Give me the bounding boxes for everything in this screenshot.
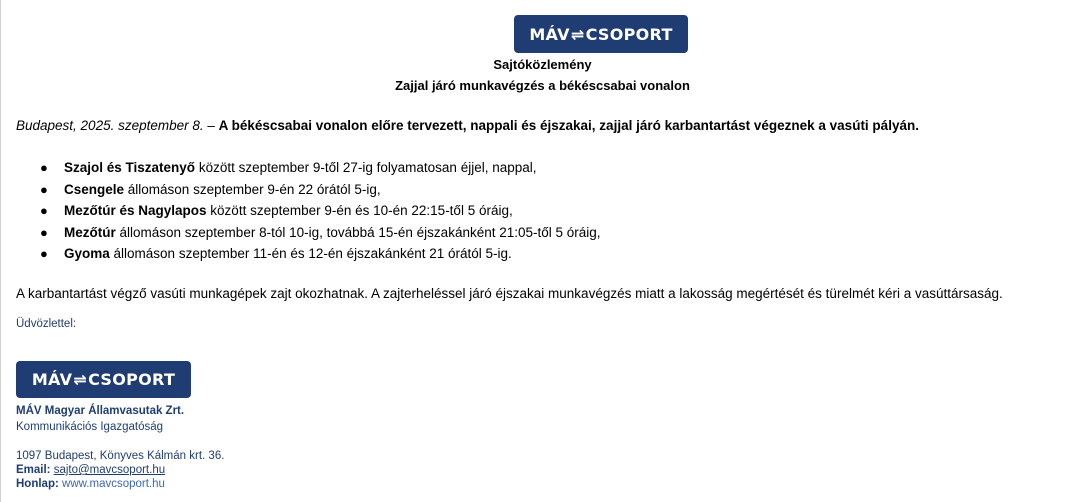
bullet-icon: ●: [40, 181, 48, 197]
logo-left-text: MÁV: [529, 24, 570, 44]
logo-right-text: CSOPORT: [88, 370, 176, 389]
list-item: [40, 203, 601, 225]
list-item-location: Szajol és Tiszatenyő: [64, 160, 196, 175]
list-item: [40, 224, 601, 247]
intro-paragraph: [16, 118, 919, 133]
list-item-text: állomáson szeptember 8-tól 10-ig, továbbá 15-én éjszakánként 21:05-től 5 óráig,: [115, 224, 601, 240]
web-label: Honlap:: [16, 478, 59, 490]
signature-department: Kommunikációs Igazgatóság: [16, 421, 164, 433]
logo-mark-icon: ⇌: [73, 370, 88, 389]
mav-csoport-logo: [514, 15, 688, 53]
bullet-icon: ●: [40, 224, 48, 240]
bullet-icon: ●: [40, 246, 48, 261]
email-link[interactable]: sajto@mavcsoport.hu: [53, 464, 166, 476]
left-border: [0, 0, 1, 502]
list-item-location: Csengele: [64, 181, 125, 197]
press-release-subtitle: Zajjal járó munkavégzés a békéscsabai vonalon: [395, 78, 690, 93]
greeting: Üdvözlettel:: [16, 318, 77, 330]
list-item: [40, 181, 601, 204]
logo-mark-icon: ⇌: [570, 24, 585, 44]
list-item: [40, 246, 601, 268]
body-paragraph: A karbantartást végző vasúti munkagépek zajt okozhatnak. A zajterheléssel járó éjszakai munkavégzés miatt a lakosság megértését és türelmét kéri a vasúttársaság.: [16, 286, 1003, 301]
dateline: Budapest, 2025. szeptember 8.: [16, 118, 204, 133]
signature-address: 1097 Budapest, Könyves Kálmán krt. 36.: [16, 450, 225, 462]
list-item-text: állomáson szeptember 11-én és 12-én éjszakánként 21 órától 5-ig.: [109, 246, 512, 261]
signature-email-row: [16, 464, 165, 476]
work-list: [16, 160, 601, 268]
signature-logo: [16, 361, 191, 398]
press-release-title: Sajtóközlemény: [493, 57, 592, 72]
list-item-text: között szeptember 9-én és 10-én 22:15-től 5 óráig,: [206, 203, 513, 218]
dateline-dash: –: [203, 118, 219, 133]
email-label: Email:: [16, 464, 51, 476]
signature-company: MÁV Magyar Államvasutak Zrt.: [16, 405, 185, 417]
website-link[interactable]: www.mavcsoport.hu: [62, 478, 165, 490]
bullet-icon: ●: [40, 203, 48, 218]
logo-left-text: MÁV: [31, 370, 73, 389]
signature-web-row: [16, 478, 165, 490]
list-item-location: Gyoma: [64, 246, 110, 261]
list-item-text: állomáson szeptember 9-én 22 órától 5-ig,: [124, 181, 381, 197]
list-item-text: között szeptember 9-től 27-ig folyamatosan éjjel, nappal,: [195, 160, 537, 175]
list-item: [40, 160, 601, 182]
bullet-icon: ●: [40, 160, 48, 175]
list-item-location: Mezőtúr és Nagylapos: [64, 203, 207, 218]
list-item-location: Mezőtúr: [64, 224, 116, 240]
logo-right-text: CSOPORT: [585, 24, 673, 44]
lead-text: A békéscsabai vonalon előre tervezett, nappali és éjszakai, zajjal járó karbantartást végeznek a vasúti pályán.: [218, 118, 919, 133]
